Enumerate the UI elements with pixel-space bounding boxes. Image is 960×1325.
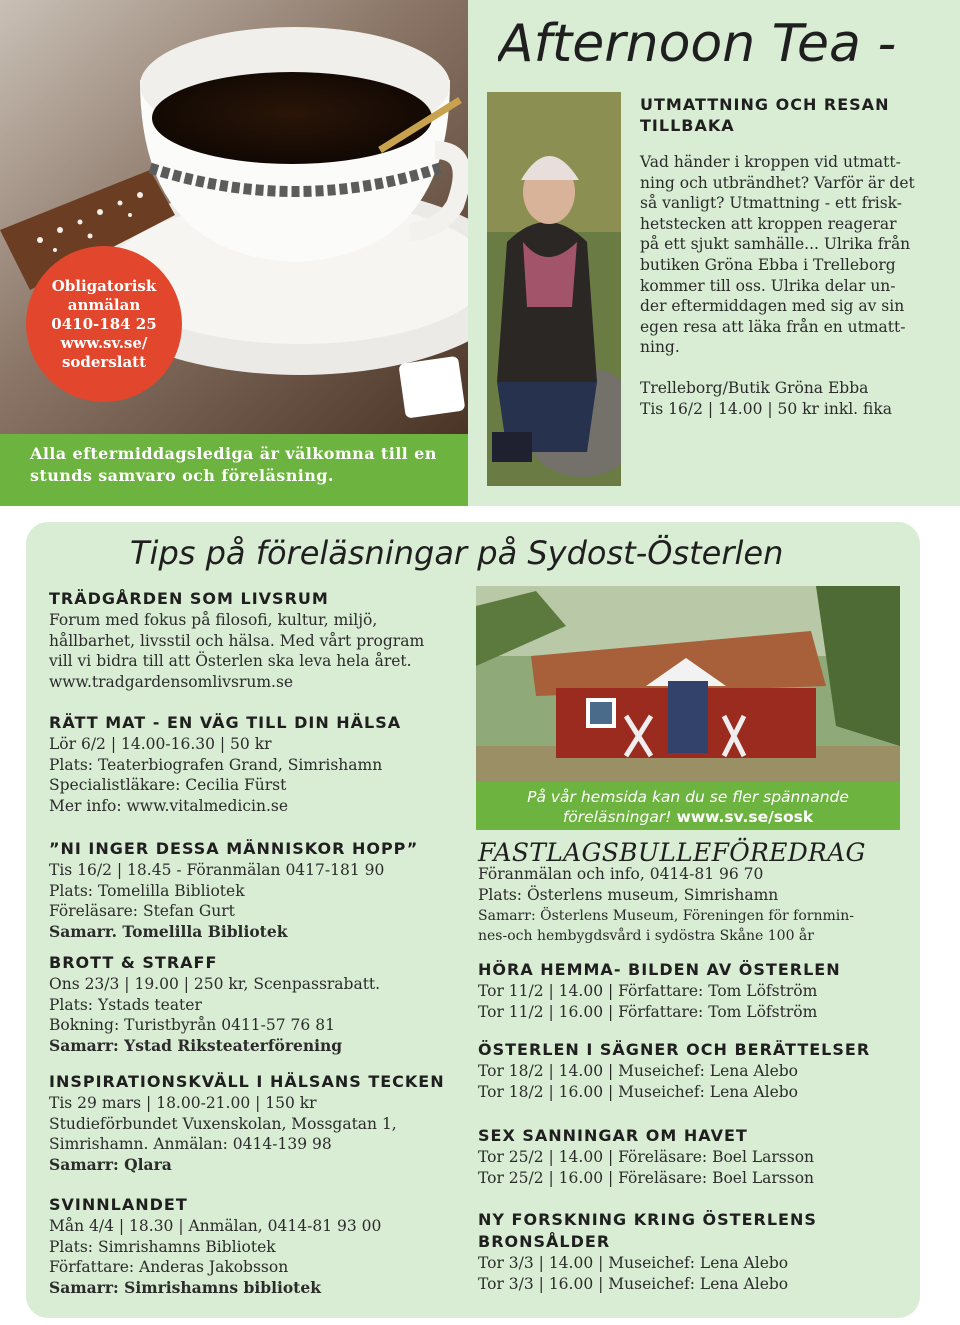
fastlag-details <box>478 864 854 946</box>
event-line: Tor 25/2 | 14.00 | Föreläsare: Boel Larsson <box>478 1148 815 1166</box>
event-line: Tor 3/3 | 16.00 | Museichef: Lena Alebo <box>478 1274 789 1293</box>
event-line: Studieförbundet Vuxenskolan, Mossgatan 1, <box>49 1114 397 1133</box>
event-line: Specialistläkare: Cecilia Fürst <box>49 776 287 795</box>
promo-banner <box>476 782 900 830</box>
event-organizer: nes-och hembygdsvård i sydöstra Skåne 100 år <box>478 928 814 945</box>
badge-line: 0410-184 25 <box>51 314 157 333</box>
event-title: HÖRA HEMMA- BILDEN AV ÖSTERLEN <box>478 960 841 979</box>
event-title: BROTT & STRAFF <box>49 953 218 972</box>
welcome-banner <box>0 434 468 506</box>
event-hopp <box>49 838 418 942</box>
event-organizer: Samarr. Tomelilla Bibliotek <box>49 921 288 941</box>
promo-link[interactable]: www.sv.se/sosk <box>676 808 814 826</box>
event-line: Tor 18/2 | 14.00 | Museichef: Lena Alebo <box>478 1062 798 1080</box>
event-line: Bokning: Turistbyrån 0411-57 76 81 <box>49 1016 335 1035</box>
badge-line: Obligatorisk <box>51 276 157 295</box>
event-hora-hemma <box>478 959 841 1022</box>
feature-event <box>640 94 940 419</box>
event-title: ”NI INGER DESSA MÄNNISKOR HOPP” <box>49 839 419 858</box>
event-line: Plats: Österlens museum, Simrishamn <box>478 885 779 904</box>
event-line: Ons 23/3 | 19.00 | 250 kr, Scenpassrabatt. <box>49 975 381 993</box>
event-title: ÖSTERLEN I SÄGNER OCH BERÄTTELSER <box>478 1040 871 1059</box>
event-organizer: Samarr: Österlens Museum, Föreningen för fornmin- <box>478 908 854 925</box>
event-line: Föreläsare: Stefan Gurt <box>49 902 235 921</box>
description-line: butiken Gröna Ebba i Trelleborg <box>640 255 896 274</box>
promo-text: På vår hemsida kan du se fler spännande <box>527 788 849 806</box>
event-line: Tor 3/3 | 14.00 | Museichef: Lena Alebo <box>478 1254 789 1272</box>
tips-heading: Tips på föreläsningar på Sydost-Österlen <box>130 534 784 572</box>
promo-text: föreläsningar! <box>562 808 672 826</box>
description-line: ning. <box>640 338 680 357</box>
feature-event-title <box>640 94 940 136</box>
event-line: Tis 16/2 | 18.45 - Föranmälan 0417-181 90 <box>49 861 385 879</box>
badge-line: soderslatt <box>61 352 147 371</box>
event-line: Plats: Ystads teater <box>49 995 202 1014</box>
event-line: Tis 29 mars | 18.00-21.00 | 150 kr <box>49 1094 317 1112</box>
event-link[interactable]: www.tradgardensomlivsrum.se <box>49 672 294 691</box>
description-line: på ett sjukt samhälle... Ulrika från <box>640 235 911 254</box>
event-title: INSPIRATIONSKVÄLL I HÄLSANS TECKEN <box>49 1072 445 1091</box>
welcome-line: stunds samvaro och föreläsning. <box>30 466 334 485</box>
event-line: Tor 11/2 | 16.00 | Författare: Tom Löfström <box>478 1002 818 1021</box>
speaker-photo <box>487 92 621 486</box>
event-svinnlandet <box>49 1194 381 1298</box>
page-title: Afternoon Tea - <box>498 14 897 74</box>
feature-event-location <box>640 378 940 419</box>
event-line: Föranmälan och info, 0414-81 96 70 <box>478 865 764 883</box>
event-title: TRÄDGÅRDEN SOM LIVSRUM <box>49 589 329 608</box>
event-title: NY FORSKNING KRING ÖSTERLENS <box>478 1210 817 1229</box>
event-title: SVINNLANDET <box>49 1195 188 1214</box>
event-title: BRONSÅLDER <box>478 1232 611 1251</box>
event-line: Tor 11/2 | 14.00 | Författare: Tom Löfström <box>478 982 818 1000</box>
event-line: Mån 4/4 | 18.30 | Anmälan, 0414-81 93 00 <box>49 1217 382 1235</box>
event-havet <box>478 1125 814 1188</box>
event-tradgarden <box>49 588 424 692</box>
cottage-photo <box>476 586 900 782</box>
event-line: Författare: Anderas Jakobsson <box>49 1258 289 1277</box>
event-line: vill vi bidra till att Österlen ska leva hela året. <box>49 652 412 671</box>
description-line: Vad händer i kroppen vid utmatt- <box>640 153 901 171</box>
event-line: Tor 18/2 | 16.00 | Museichef: Lena Alebo <box>478 1082 798 1101</box>
title-line: TILLBAKA <box>640 116 735 135</box>
fastlag-title: FASTLAGSBULLEFÖREDRAG <box>478 838 866 867</box>
feature-event-description <box>640 152 940 358</box>
event-title: RÄTT MAT - EN VÄG TILL DIN HÄLSA <box>49 713 402 732</box>
event-organizer: Samarr: Ystad Riksteaterförening <box>49 1035 343 1055</box>
event-line: hållbarhet, livsstil och hälsa. Med vårt program <box>49 631 425 650</box>
event-location: Trelleborg/Butik Gröna Ebba <box>640 378 869 397</box>
event-bronsalder <box>478 1209 817 1294</box>
badge-line: www.sv.se/ <box>60 333 148 352</box>
event-line: Simrishamn. Anmälan: 0414-139 98 <box>49 1135 332 1154</box>
event-line: Plats: Simrishamns Bibliotek <box>49 1237 276 1256</box>
event-line: Forum med fokus på filosofi, kultur, miljö, <box>49 611 378 629</box>
description-line: egen resa att läka från en utmatt- <box>640 317 906 336</box>
registration-badge <box>26 246 182 402</box>
event-line: Mer info: www.vitalmedicin.se <box>49 796 288 815</box>
event-sagner <box>478 1039 870 1102</box>
event-inspiration <box>49 1071 445 1175</box>
event-organizer: Samarr: Qlara <box>49 1154 172 1174</box>
event-title: SEX SANNINGAR OM HAVET <box>478 1126 748 1145</box>
event-brott-straff <box>49 952 380 1056</box>
badge-line: anmälan <box>67 295 141 314</box>
event-line: Lör 6/2 | 14.00-16.30 | 50 kr <box>49 735 272 753</box>
description-line: kommer till oss. Ulrika delar un- <box>640 276 896 295</box>
event-line: Tor 25/2 | 16.00 | Föreläsare: Boel Larsson <box>478 1168 815 1187</box>
event-line: Plats: Teaterbiografen Grand, Simrishamn <box>49 755 383 774</box>
welcome-line: Alla eftermiddagslediga är välkomna till en <box>30 444 437 463</box>
description-line: så vanligt? Utmattning - ett frisk- <box>640 194 903 213</box>
event-ratt-mat <box>49 712 401 816</box>
description-line: hetstecken att kroppen reagerar <box>640 214 897 233</box>
description-line: ning och utbrändhet? Varför är det <box>640 173 915 192</box>
description-line: der eftermiddagen med sig av sin <box>640 297 905 316</box>
title-line: UTMATTNING OCH RESAN <box>640 95 890 114</box>
event-time: Tis 16/2 | 14.00 | 50 kr inkl. fika <box>640 399 893 418</box>
event-organizer: Samarr: Simrishamns bibliotek <box>49 1277 321 1297</box>
event-line: Plats: Tomelilla Bibliotek <box>49 881 245 900</box>
